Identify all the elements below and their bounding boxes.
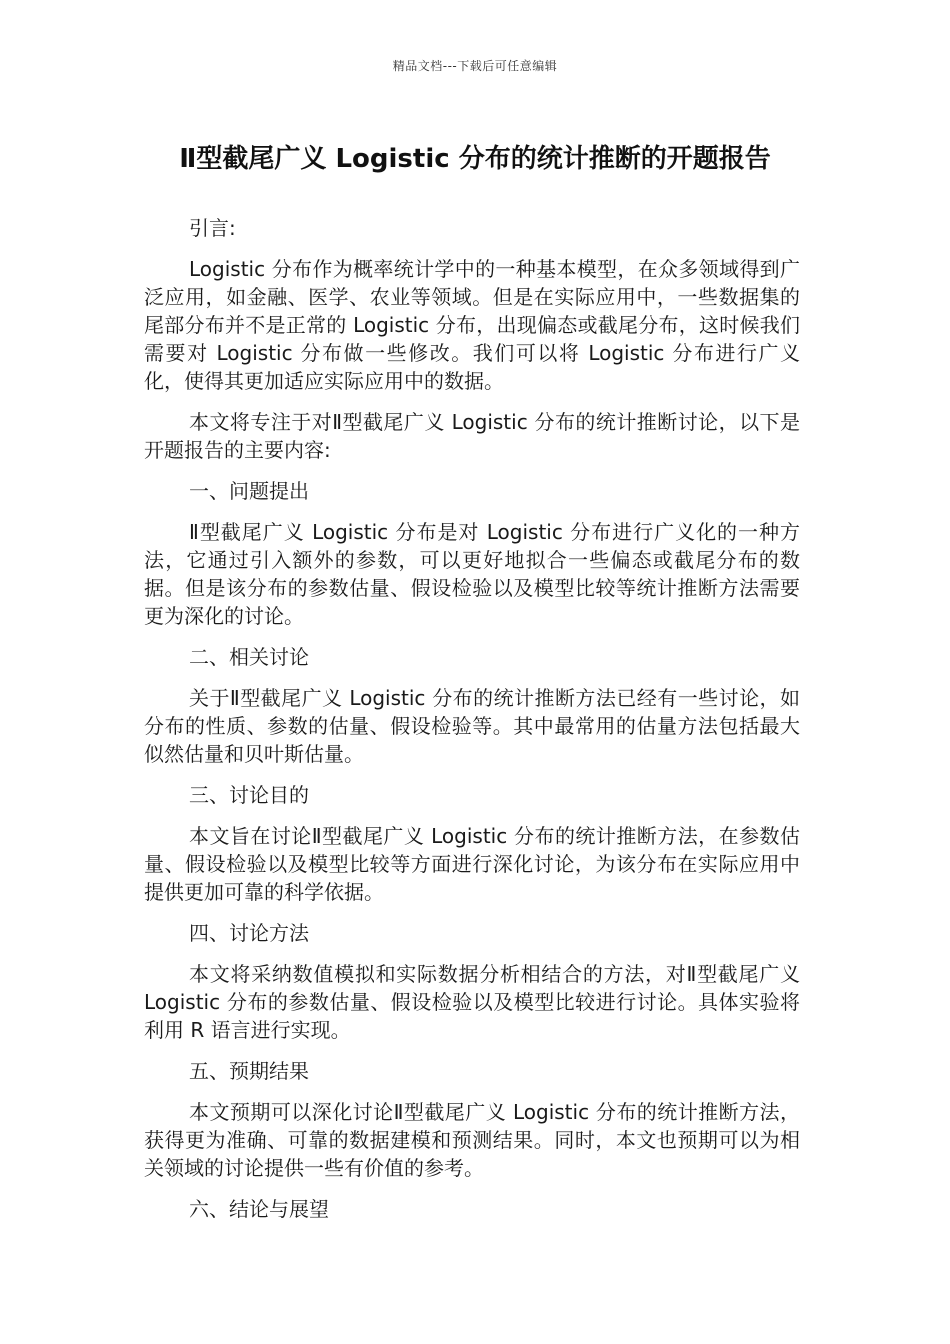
paragraph: Logistic 分布作为概率统计学中的一种基本模型，在众多领域得到广泛应用，如金融、医学、农业等领域。但是在实际应用中，一些数据集的尾部分布并不是正常的 Logistic 分布，出现偏态或截尾分布，这时候我们需要对 Logistic 分布做一些修改。我们可以将 Logistic 分布进行广义化，使得其更加适应实际应用中的数据。 <box>144 257 800 393</box>
section-heading: 四、讨论方法 <box>189 921 309 945</box>
section-heading: 五、预期结果 <box>189 1059 309 1083</box>
paragraph: 本文旨在讨论Ⅱ型截尾广义 Logistic 分布的统计推断方法，在参数估量、假设检验以及模型比较等方面进行深化讨论，为该分布在实际应用中提供更加可靠的科学依据。 <box>144 824 800 904</box>
paragraph: Ⅱ型截尾广义 Logistic 分布是对 Logistic 分布进行广义化的一种方法，它通过引入额外的参数，可以更好地拟合一些偏态或截尾分布的数据。但是该分布的参数估量、假设检验以及模型比较等统计推断方法需要更为深化的讨论。 <box>144 520 800 628</box>
section-heading-intro: 引言: <box>189 216 236 240</box>
section-heading: 三、讨论目的 <box>189 783 309 807</box>
section-heading: 六、结论与展望 <box>189 1197 329 1221</box>
paragraph: 本文将采纳数值模拟和实际数据分析相结合的方法，对Ⅱ型截尾广义 Logistic 分布的参数估量、假设检验以及模型比较进行讨论。具体实验将利用 R 语言进行实现。 <box>144 962 800 1042</box>
section-heading: 二、相关讨论 <box>189 645 309 669</box>
page-header: 精品文档---下载后可任意编辑 <box>392 59 558 73</box>
section-heading: 一、问题提出 <box>189 479 309 503</box>
paragraph: 本文将专注于对Ⅱ型截尾广义 Logistic 分布的统计推断讨论，以下是开题报告的主要内容: <box>144 410 800 462</box>
document-title: Ⅱ型截尾广义 Logistic 分布的统计推断的开题报告 <box>179 144 771 174</box>
document-body <box>144 214 800 1236</box>
paragraph: 关于Ⅱ型截尾广义 Logistic 分布的统计推断方法已经有一些讨论，如分布的性质、参数的估量、假设检验等。其中最常用的估量方法包括最大似然估量和贝叶斯估量。 <box>144 686 800 766</box>
paragraph: 本文预期可以深化讨论Ⅱ型截尾广义 Logistic 分布的统计推断方法，获得更为准确、可靠的数据建模和预测结果。同时，本文也预期可以为相关领域的讨论提供一些有价值的参考。 <box>144 1100 800 1180</box>
